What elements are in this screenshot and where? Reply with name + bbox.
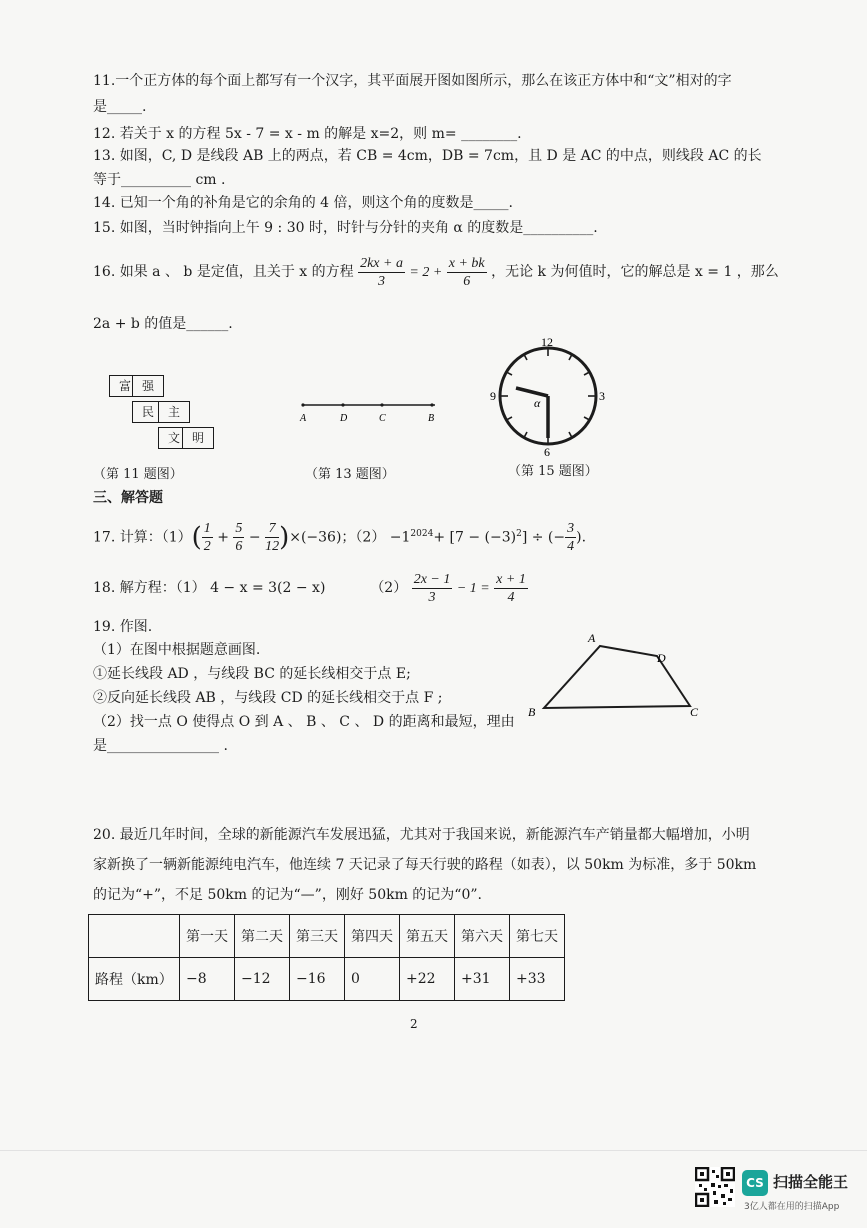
table-header-row [89, 915, 565, 958]
table-header-cell [89, 915, 180, 958]
figure-15-caption: （第 15 题图） [508, 464, 598, 479]
q20-line2: 家新换了一辆新能源纯电汽车，他连续 7 天记录了每天行驶的路程（如表），以 50km 为标准，多于 50km [93, 857, 757, 873]
table-header-cell: 第三天 [290, 915, 345, 958]
q16-line2: 2a + b 的值是______. [93, 316, 233, 332]
q19-line5: 是________________ . [93, 738, 228, 754]
vertex-b-label: B [528, 705, 536, 719]
table-cell: 0 [345, 958, 400, 1001]
cube-cell: 文 [158, 427, 190, 449]
table-cell: +33 [510, 958, 565, 1001]
clock-number-3: 3 [599, 389, 605, 403]
q19-line1: （1）在图中根据题意画图. [93, 642, 261, 658]
vertex-a-label: A [588, 631, 596, 645]
cube-cell: 强 [132, 375, 164, 397]
point-label-c: C [379, 413, 386, 424]
q19-line4: （2）找一点 O 使得点 O 到 A 、 B 、 C 、 D 的距离和最短，理由 [93, 714, 515, 730]
q17-f2-den: 6 [235, 539, 243, 555]
point-label-d: D [340, 413, 348, 424]
table-header-cell: 第一天 [180, 915, 235, 958]
angle-alpha-label: α [534, 396, 541, 410]
q18-part2-prefix: （2） [370, 580, 408, 596]
point-b-dot [430, 403, 433, 406]
q17-exponent: 2024 [410, 529, 434, 539]
qr-code-icon [695, 1167, 735, 1207]
figure-15-clock [488, 332, 618, 460]
q18-f1-den: 3 [428, 589, 436, 605]
q12-text: 12. 若关于 x 的方程 5x - 7 = x - m 的解是 x=2，则 m= ________. [93, 126, 522, 142]
q19-line3: ②反向延长线段 AB ，与线段 CD 的延长线相交于点 F ; [93, 690, 443, 706]
q19-title: 19. 作图. [93, 619, 153, 635]
figure-19-quadrilateral [522, 628, 712, 728]
q16-line1 [93, 252, 779, 293]
table-cell: −16 [290, 958, 345, 1001]
q18-line [93, 568, 528, 609]
q13-line1: 13. 如图，C, D 是线段 AB 上的两点，若 CB = 4cm，DB = 7cm，且 D 是 AC 的中点，则线段 AC 的长 [93, 148, 762, 164]
q17-f3-num: 7 [265, 520, 279, 538]
clock-number-6: 6 [544, 445, 550, 459]
section-title: 三、解答题 [93, 490, 163, 506]
quadrilateral-abcd [544, 646, 690, 708]
q16-fraction-1 [358, 255, 405, 290]
cube-cell: 富 [109, 375, 141, 397]
q20-line3: 的记为“+”，不足 50km 的记为“—”，刚好 50km 的记为“0”. [93, 887, 482, 903]
table-header-cell: 第二天 [235, 915, 290, 958]
figure-13-segment [295, 395, 445, 425]
q18-f2-den: 4 [507, 589, 515, 605]
q16-frac2-denominator: 6 [463, 273, 471, 289]
clock-number-9: 9 [490, 389, 496, 403]
vertex-c-label: C [690, 705, 699, 719]
table-header-cell: 第六天 [455, 915, 510, 958]
q18-f1-num: 2x − 1 [413, 571, 451, 587]
table-row-label: 路程（km） [89, 958, 180, 1001]
q17-f4-num: 3 [567, 521, 575, 537]
cube-cell: 主 [158, 401, 190, 423]
point-label-b: B [428, 413, 435, 424]
q16-frac1-numerator: 2kx + a [360, 255, 403, 271]
q16-frac1-denominator: 3 [378, 273, 386, 289]
clock-number-12: 12 [541, 335, 553, 349]
q16-frac2-numerator: x + bk [448, 255, 485, 271]
figure-11-caption: （第 11 题图） [93, 467, 183, 482]
point-c-dot [380, 403, 383, 406]
q16-fraction-2 [447, 255, 487, 290]
q18-part1: 18. 解方程：（1） 4 − x = 3(2 − x) [93, 580, 326, 596]
q17-part2-mid: + [7 − (−3) [433, 529, 517, 546]
q19-line2: ①延长线段 AD ，与线段 BC 的延长线相交于点 E; [93, 666, 411, 682]
q17-f2-num: 5 [235, 521, 243, 537]
table-header-cell: 第七天 [510, 915, 565, 958]
cube-cell: 民 [132, 401, 164, 423]
q17-f1-num: 1 [203, 521, 211, 537]
page-number: 2 [410, 1017, 418, 1031]
table-cell: +31 [455, 958, 510, 1001]
point-a-dot [301, 403, 304, 406]
vertex-d-label: D [657, 651, 666, 665]
q17-part2-tail: ] ÷ (− [521, 529, 566, 546]
figure-13-caption: （第 13 题图） [305, 467, 395, 482]
table-cell: −8 [180, 958, 235, 1001]
q11-line2: 是_____. [93, 99, 147, 115]
q16-suffix: ，无论 k 为何值时，它的解总是 x = 1 ，那么 [491, 264, 779, 280]
q11-line1: 11.一个正方体的每个面上都写有一个汉字，其平面展开图如图所示，那么在该正方体中和“文”相对的字 [93, 73, 732, 89]
footer-slogan: 3亿人都在用的扫描App [744, 1202, 840, 1212]
table-header-cell: 第五天 [400, 915, 455, 958]
camscanner-logo-icon: CS [742, 1170, 768, 1196]
q13-line2: 等于__________ cm . [93, 172, 226, 188]
q15-text: 15. 如图，当时钟指向上午 9 : 30 时，时针与分针的夹角 α 的度数是__________. [93, 220, 598, 236]
mileage-table [88, 914, 565, 1001]
footer-divider [0, 1150, 867, 1151]
q17-prefix: 17. 计算：（1） [93, 529, 192, 546]
point-label-a: A [300, 413, 307, 424]
q17-f4-den: 4 [567, 539, 575, 555]
q16-prefix: 16. 如果 a 、 b 是定值，且关于 x 的方程 [93, 264, 354, 280]
cube-cell: 明 [182, 427, 214, 449]
table-header-cell: 第四天 [345, 915, 400, 958]
point-d-dot [341, 403, 344, 406]
q17-f1-den: 2 [203, 539, 211, 555]
q18-mid: − 1 = [456, 581, 490, 596]
q20-line1: 20. 最近几年时间，全球的新能源汽车发展迅猛，尤其对于我国来说，新能源汽车产销量都大幅增加，小明 [93, 827, 750, 843]
q17-f3-den: 12 [265, 539, 280, 555]
table-row [89, 958, 565, 1001]
table-cell: +22 [400, 958, 455, 1001]
q16-mid: = 2 + [409, 265, 443, 280]
q17-end: ). [576, 529, 587, 546]
table-cell: −12 [235, 958, 290, 1001]
footer-brand: 扫描全能王 [773, 1173, 849, 1191]
q17-line: 17. 计算：（1）( $\frac{1}{2}$ + $\frac{5}{6}$ − $\frac{7}{12}$ )×(−36)；$(2) -1^{2024}+ [7 - (-3)^2]$ ÷ (− $\frac{3}{4}$ ). [93, 521, 587, 555]
q17-part1-tail: ×(−36)；（2） −1 [289, 529, 411, 546]
q18-f2-num: x + 1 [496, 571, 526, 587]
hour-hand [516, 388, 548, 396]
q14-text: 14. 已知一个角的补角是它的余角的 4 倍，则这个角的度数是_____. [93, 195, 513, 211]
q17-exponent-2: 2 [516, 529, 522, 539]
